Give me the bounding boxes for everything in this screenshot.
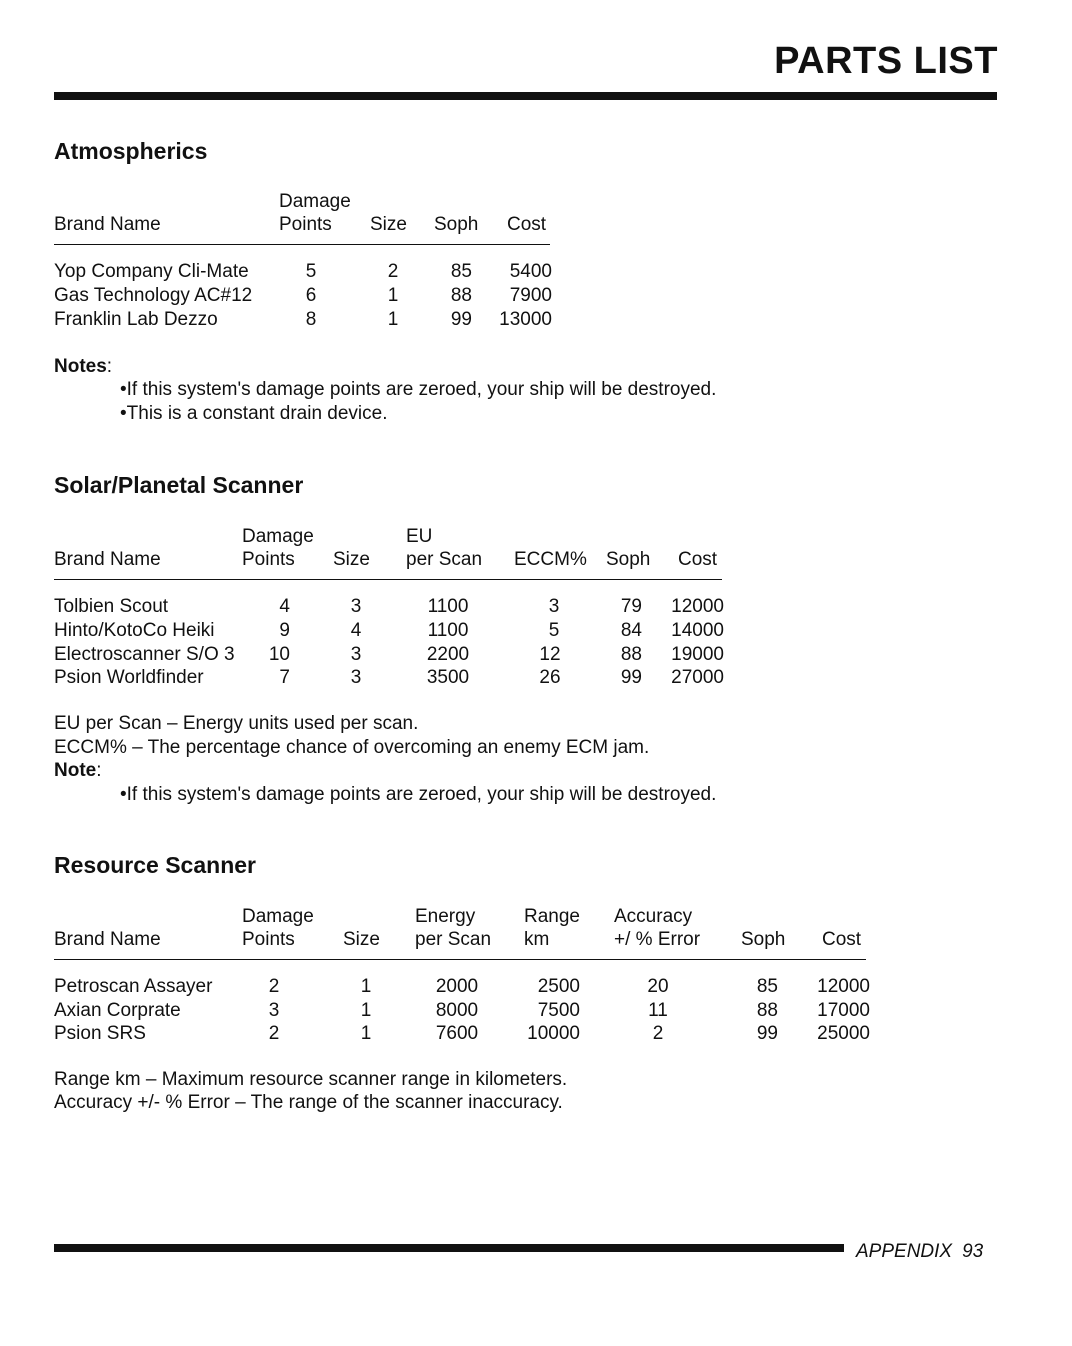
table-cell-size: 1 [360,1000,372,1021]
table-cell-size: 1 [387,285,399,306]
table-cell-cost: 12000 [817,976,870,997]
table-cell-size: 4 [350,620,362,641]
table-cell-cost: 5400 [509,261,552,282]
col-header-size: Size [333,549,370,570]
table-cell-damage: 3 [268,1000,280,1021]
table-cell-soph: 84 [620,620,642,641]
table-cell-damage: 5 [305,261,317,282]
table-cell-soph: 79 [620,596,642,617]
col-header-damage-bottom: Points [242,549,295,570]
table-cell-size: 3 [350,667,362,688]
section-heading-resource-scanner: Resource Scanner [54,852,256,878]
table-cell-cost: 14000 [671,620,724,641]
col-header-cost: Cost [507,214,547,235]
col-header-brand: Brand Name [54,214,161,235]
section-heading-atmospherics: Atmospherics [54,138,208,164]
table-cell-cost: 19000 [671,644,724,665]
table-cell-cost: 7900 [509,285,552,306]
definition-line: ECCM% – The percentage chance of overcoming an enemy ECM jam. [54,737,650,758]
col-header-cost: Cost [678,549,718,570]
col-header-damage-bottom: Points [279,214,332,235]
table-cell-soph: 88 [756,1000,778,1021]
table-cell-soph: 88 [620,644,642,665]
table-cell-damage: 9 [279,620,290,641]
definition-line: Range km – Maximum resource scanner range in kilometers. [54,1069,568,1090]
table-cell-damage: 7 [279,667,290,688]
col-header-energy-top: Energy [415,906,476,927]
table-cell-range: 2500 [537,976,580,997]
table-cell-cost: 25000 [817,1023,870,1044]
col-header-accuracy-bottom: +/ % Error [614,929,701,950]
col-header-size: Size [343,929,380,950]
col-header-range-top: Range [524,906,580,927]
page-title: PARTS LIST [774,40,998,82]
table-cell-size: 1 [360,976,372,997]
note-line: •If this system's damage points are zeroed, your ship will be destroyed. [120,379,717,400]
col-header-cost: Cost [822,929,862,950]
notes-label: Notes: [54,356,113,377]
note-label: Note: [54,760,102,781]
table-cell-accuracy: 20 [647,976,669,997]
table-header-rule [54,579,722,580]
col-header-energy-bottom: per Scan [415,929,492,950]
table-cell-brand: Axian Corprate [54,1000,181,1021]
table-cell-cost: 12000 [671,596,724,617]
footer-rule [54,1244,844,1252]
table-cell-eccm: 12 [539,644,561,665]
col-header-eu-bottom: per Scan [406,549,483,570]
table-header-rule [54,244,550,245]
col-header-brand: Brand Name [54,549,161,570]
table-cell-size: 2 [387,261,399,282]
table-cell-damage: 4 [279,596,290,617]
table-cell-eccm: 26 [539,667,561,688]
table-cell-brand: Psion SRS [54,1023,146,1044]
footer-section: APPENDIX [856,1241,953,1262]
table-cell-eccm: 5 [548,620,560,641]
table-cell-range: 7500 [537,1000,580,1021]
table-cell-size: 1 [360,1023,372,1044]
definition-line: Accuracy +/- % Error – The range of the scanner inaccuracy. [54,1092,563,1113]
col-header-damage-bottom: Points [242,929,295,950]
table-cell-brand: Hinto/KotoCo Heiki [54,620,215,641]
col-header-damage-top: Damage [242,526,314,547]
table-cell-accuracy: 11 [648,1000,668,1021]
page-footer [856,1241,983,1263]
table-cell-brand: Psion Worldfinder [54,667,204,688]
table-cell-range: 10000 [527,1023,580,1044]
header-rule [54,92,997,100]
col-header-soph: Soph [606,549,651,570]
table-cell-eu: 1100 [427,620,469,641]
table-cell-damage: 2 [268,976,280,997]
table-cell-brand: Gas Technology AC#12 [54,285,253,306]
col-header-soph: Soph [434,214,479,235]
table-cell-cost: 13000 [499,309,552,330]
col-header-range-bottom: km [524,929,550,950]
table-cell-soph: 99 [620,667,642,688]
table-cell-brand: Tolbien Scout [54,596,169,617]
table-cell-soph: 85 [450,261,472,282]
table-cell-brand: Franklin Lab Dezzo [54,309,218,330]
table-cell-damage: 2 [268,1023,280,1044]
note-line: •If this system's damage points are zeroed, your ship will be destroyed. [120,784,717,805]
col-header-damage-top: Damage [242,906,314,927]
col-header-eccm: ECCM% [514,549,587,570]
table-cell-eu: 3500 [426,667,470,688]
page-number: 93 [962,1241,984,1262]
note-line: •This is a constant drain device. [120,403,388,424]
table-cell-brand: Electroscanner S/O 3 [54,644,235,665]
col-header-brand: Brand Name [54,929,161,950]
col-header-size: Size [370,214,407,235]
table-cell-soph: 88 [450,285,472,306]
table-cell-size: 1 [387,309,399,330]
table-cell-soph: 85 [756,976,778,997]
section-heading-solar-scanner: Solar/Planetal Scanner [54,472,304,498]
col-header-eu-top: EU [406,526,433,547]
table-cell-soph: 99 [756,1023,778,1044]
table-cell-damage: 8 [305,309,317,330]
col-header-damage-top: Damage [279,191,351,212]
table-cell-energy: 8000 [435,1000,479,1021]
col-header-accuracy-top: Accuracy [614,906,693,927]
table-cell-eccm: 3 [548,596,560,617]
table-cell-size: 3 [350,596,362,617]
table-cell-brand: Yop Company Cli-Mate [54,261,249,282]
table-cell-cost: 27000 [671,667,724,688]
table-header-rule [54,959,866,960]
table-cell-eu: 1100 [427,596,469,617]
col-header-soph: Soph [741,929,786,950]
table-cell-energy: 2000 [435,976,479,997]
table-cell-soph: 99 [450,309,472,330]
table-cell-size: 3 [350,644,362,665]
table-cell-damage: 10 [268,644,290,665]
table-cell-damage: 6 [305,285,317,306]
table-cell-accuracy: 2 [652,1023,664,1044]
definition-line: EU per Scan – Energy units used per scan. [54,713,419,734]
table-cell-energy: 7600 [435,1023,479,1044]
table-cell-cost: 17000 [817,1000,870,1021]
table-cell-eu: 2200 [426,644,470,665]
table-cell-brand: Petroscan Assayer [54,976,213,997]
